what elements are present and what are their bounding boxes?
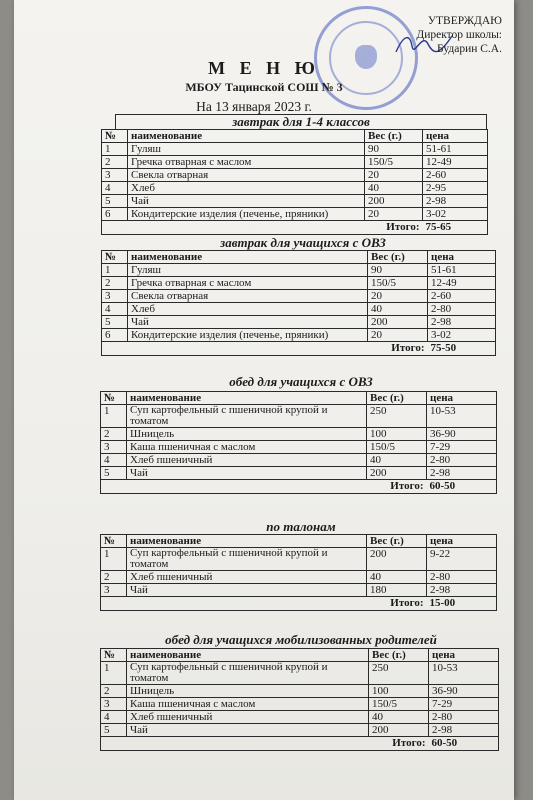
table-row: [101, 441, 497, 454]
row-name: Гречка отварная с маслом: [128, 277, 368, 290]
table-row: [101, 548, 497, 571]
row-name: Хлеб пшеничный: [127, 454, 367, 467]
row-weight: 200: [367, 548, 427, 571]
row-price: 2-80: [427, 571, 497, 584]
table-row: [102, 208, 488, 221]
row-price: 3-02: [423, 208, 488, 221]
row-weight: 100: [367, 428, 427, 441]
row-name: Гречка отварная с маслом: [128, 156, 365, 169]
menu-table-breakfast-ovz: [101, 250, 496, 356]
row-weight: 200: [365, 195, 423, 208]
menu-sheet: [14, 0, 514, 800]
row-num: 4: [102, 182, 128, 195]
row-name: Каша пшеничная с маслом: [127, 441, 367, 454]
table-row: [102, 156, 488, 169]
total-row: [101, 737, 499, 751]
total-row: [102, 342, 496, 356]
row-price: 7-29: [427, 441, 497, 454]
row-weight: 20: [365, 169, 423, 182]
column-name: наименование: [128, 251, 368, 264]
row-num: 4: [102, 303, 128, 316]
row-name: Гуляш: [128, 264, 368, 277]
row-price: 7-29: [429, 698, 499, 711]
row-num: 1: [101, 405, 127, 428]
menu-table-breakfast-primary: [101, 129, 488, 235]
row-weight: 20: [368, 290, 428, 303]
page-title: М Е Н Ю: [208, 58, 320, 78]
row-price: 2-98: [428, 316, 496, 329]
row-weight: 40: [367, 454, 427, 467]
row-name: Чай: [128, 195, 365, 208]
table-row: [101, 405, 497, 428]
column-name: наименование: [127, 392, 367, 405]
row-name: Чай: [127, 724, 369, 737]
row-weight: 40: [369, 711, 429, 724]
row-num: 1: [102, 264, 128, 277]
row-name: Свекла отварная: [128, 169, 365, 182]
menu-date: На 13 января 2023 г.: [196, 99, 312, 114]
column-price: цена: [429, 649, 499, 662]
column-num: №: [102, 251, 128, 264]
total-row: [101, 597, 497, 611]
menu-table-coupons: [100, 534, 497, 611]
table-row: [102, 143, 488, 156]
column-name: наименование: [127, 535, 367, 548]
table-row: [102, 290, 496, 303]
row-name: Суп картофельный с пшеничной крупой и томатом: [127, 405, 367, 428]
row-num: 2: [102, 277, 128, 290]
row-weight: 150/5: [369, 698, 429, 711]
row-num: 5: [101, 724, 127, 737]
row-weight: 90: [368, 264, 428, 277]
table-header-row: [101, 535, 497, 548]
table-row: [101, 711, 499, 724]
row-num: 3: [102, 290, 128, 303]
table-header-row: [101, 392, 497, 405]
table-row: [101, 467, 497, 480]
approve-title: УТВЕРЖДАЮ: [427, 15, 502, 27]
school-name: МБОУ Тацинской СОШ № 3: [185, 80, 343, 94]
row-weight: 100: [369, 685, 429, 698]
row-name: Шницель: [127, 428, 367, 441]
row-name: Кондитерские изделия (печенье, пряники): [128, 329, 368, 342]
row-num: 4: [101, 454, 127, 467]
column-name: наименование: [128, 130, 365, 143]
row-weight: 20: [365, 208, 423, 221]
row-price: 3-02: [428, 329, 496, 342]
table-row: [102, 329, 496, 342]
total-row: [101, 480, 497, 494]
column-num: №: [101, 392, 127, 405]
row-weight: 180: [367, 584, 427, 597]
table-row: [102, 277, 496, 290]
row-num: 3: [101, 584, 127, 597]
row-weight: 200: [369, 724, 429, 737]
row-price: 12-49: [428, 277, 496, 290]
table-row: [102, 264, 496, 277]
approve-name: Бударин С.А.: [437, 43, 502, 55]
row-name: Чай: [127, 467, 367, 480]
row-price: 2-60: [423, 169, 488, 182]
section-title-breakfast-ovz: завтрак для учащихся с ОВЗ: [220, 235, 386, 250]
column-weight: Вес (г.): [369, 649, 429, 662]
row-name: Хлеб пшеничный: [127, 571, 367, 584]
row-price: 2-80: [429, 711, 499, 724]
table-row: [102, 182, 488, 195]
row-num: 2: [102, 156, 128, 169]
row-name: Чай: [127, 584, 367, 597]
row-weight: 150/5: [365, 156, 423, 169]
table-row: [102, 303, 496, 316]
section-title-breakfast-primary: завтрак для 1-4 классов: [115, 114, 487, 129]
row-num: 3: [102, 169, 128, 182]
row-name: Гуляш: [128, 143, 365, 156]
row-price: 10-53: [429, 662, 499, 685]
row-weight: 250: [367, 405, 427, 428]
row-weight: 90: [365, 143, 423, 156]
approve-role: Директор школы:: [416, 29, 502, 41]
table-row: [101, 662, 499, 685]
row-num: 1: [101, 548, 127, 571]
table-row: [102, 169, 488, 182]
total-value: 75-50: [428, 342, 496, 356]
row-name: Шницель: [127, 685, 369, 698]
row-num: 2: [101, 428, 127, 441]
section-title-coupons: по талонам: [266, 519, 336, 534]
section-title-lunch-ovz: обед для учащихся с ОВЗ: [229, 374, 373, 389]
row-name: Хлеб пшеничный: [127, 711, 369, 724]
row-num: 5: [101, 467, 127, 480]
row-weight: 40: [368, 303, 428, 316]
row-price: 10-53: [427, 405, 497, 428]
total-label: Итого:: [102, 342, 428, 356]
row-weight: 150/5: [367, 441, 427, 454]
table-header-row: [101, 649, 499, 662]
total-label: Итого:: [102, 221, 423, 235]
section-title-lunch-mobilized: обед для учащихся мобилизованных родителей: [165, 632, 437, 647]
row-num: 1: [101, 662, 127, 685]
total-row: [102, 221, 488, 235]
table-row: [101, 724, 499, 737]
row-price: 2-60: [428, 290, 496, 303]
table-row: [102, 195, 488, 208]
table-row: [101, 584, 497, 597]
menu-table-lunch-mobilized: [100, 648, 499, 751]
column-weight: Вес (г.): [367, 535, 427, 548]
row-weight: 200: [368, 316, 428, 329]
approval-block: [416, 14, 502, 56]
row-price: 2-95: [423, 182, 488, 195]
total-label: Итого:: [101, 480, 427, 494]
menu-table-lunch-ovz: [100, 391, 497, 494]
row-price: 2-98: [427, 467, 497, 480]
row-price: 2-80: [428, 303, 496, 316]
row-num: 3: [101, 441, 127, 454]
row-name: Кондитерские изделия (печенье, пряники): [128, 208, 365, 221]
column-price: цена: [427, 535, 497, 548]
row-price: 2-98: [427, 584, 497, 597]
column-weight: Вес (г.): [368, 251, 428, 264]
row-price: 2-98: [423, 195, 488, 208]
total-value: 75-65: [423, 221, 488, 235]
row-price: 9-22: [427, 548, 497, 571]
row-price: 2-80: [427, 454, 497, 467]
column-weight: Вес (г.): [365, 130, 423, 143]
row-num: 6: [102, 329, 128, 342]
row-price: 51-61: [423, 143, 488, 156]
total-label: Итого:: [101, 597, 427, 611]
row-weight: 20: [368, 329, 428, 342]
row-num: 4: [101, 711, 127, 724]
row-name: Суп картофельный с пшеничной крупой и томатом: [127, 662, 369, 685]
row-name: Чай: [128, 316, 368, 329]
row-name: Хлеб: [128, 182, 365, 195]
column-price: цена: [427, 392, 497, 405]
row-num: 5: [102, 195, 128, 208]
row-price: 36-90: [427, 428, 497, 441]
row-name: Суп картофельный с пшеничной крупой и томатом: [127, 548, 367, 571]
total-value: 60-50: [429, 737, 499, 751]
row-name: Каша пшеничная с маслом: [127, 698, 369, 711]
table-header-row: [102, 130, 488, 143]
table-row: [101, 571, 497, 584]
row-name: Хлеб: [128, 303, 368, 316]
row-num: 2: [101, 571, 127, 584]
column-name: наименование: [127, 649, 369, 662]
row-num: 5: [102, 316, 128, 329]
column-num: №: [102, 130, 128, 143]
row-num: 2: [101, 685, 127, 698]
row-price: 36-90: [429, 685, 499, 698]
column-price: цена: [423, 130, 488, 143]
table-row: [101, 685, 499, 698]
row-price: 12-49: [423, 156, 488, 169]
row-weight: 40: [365, 182, 423, 195]
row-weight: 150/5: [368, 277, 428, 290]
row-weight: 200: [367, 467, 427, 480]
total-value: 60-50: [427, 480, 497, 494]
row-num: 1: [102, 143, 128, 156]
table-row: [101, 454, 497, 467]
table-header-row: [102, 251, 496, 264]
row-weight: 40: [367, 571, 427, 584]
table-row: [102, 316, 496, 329]
row-num: 3: [101, 698, 127, 711]
row-price: 51-61: [428, 264, 496, 277]
column-num: №: [101, 649, 127, 662]
column-price: цена: [428, 251, 496, 264]
row-name: Свекла отварная: [128, 290, 368, 303]
row-price: 2-98: [429, 724, 499, 737]
row-num: 6: [102, 208, 128, 221]
total-label: Итого:: [101, 737, 429, 751]
column-weight: Вес (г.): [367, 392, 427, 405]
column-num: №: [101, 535, 127, 548]
table-row: [101, 698, 499, 711]
row-weight: 250: [369, 662, 429, 685]
table-row: [101, 428, 497, 441]
total-value: 15-00: [427, 597, 497, 611]
